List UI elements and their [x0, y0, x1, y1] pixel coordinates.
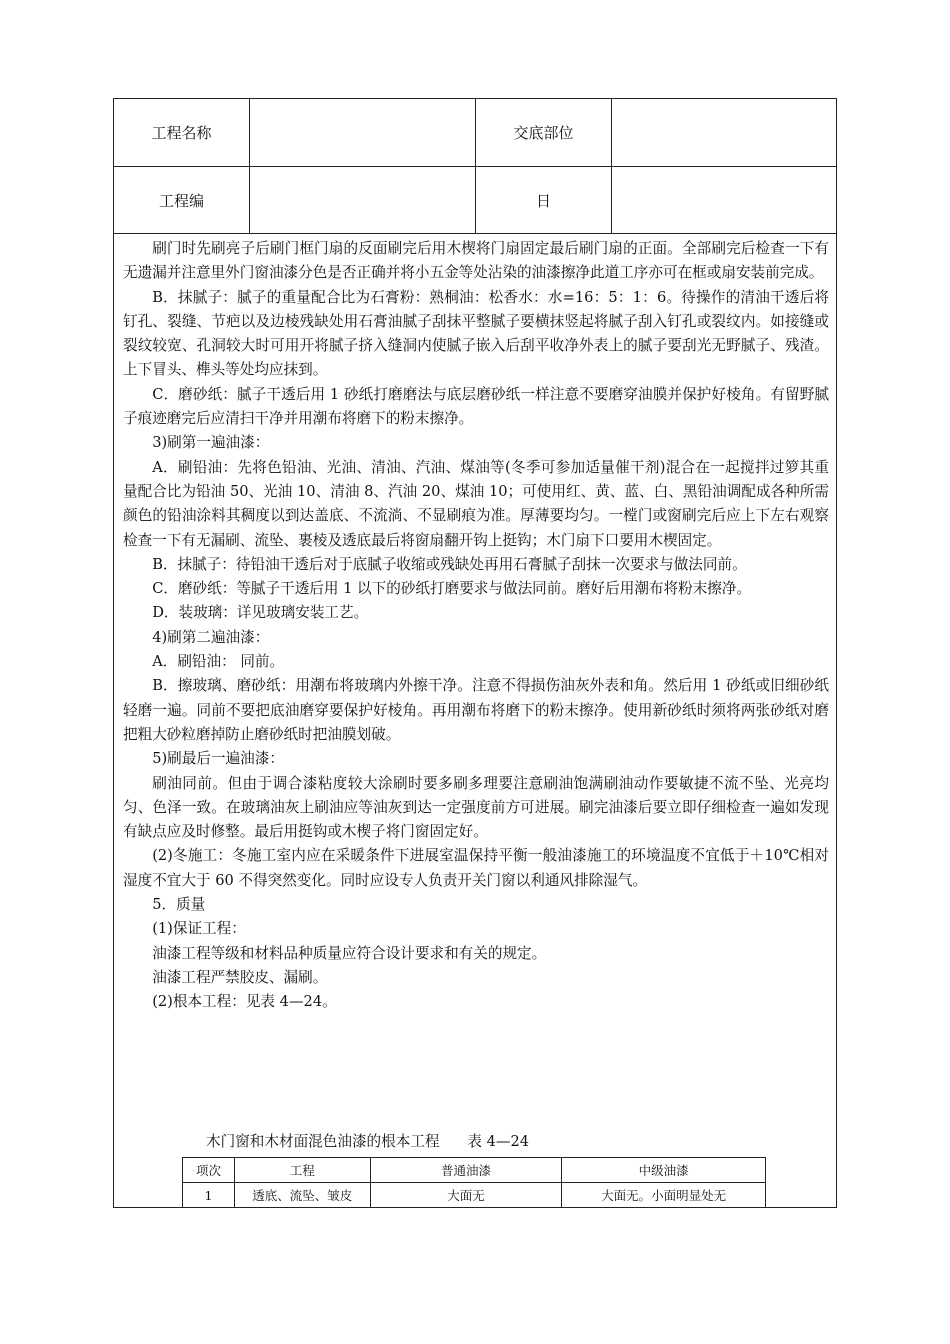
table-header-cell: 工程: [234, 1158, 370, 1183]
paragraph: 刷门时先刷亮子后刷门框门扇的反面刷完后用木楔将门扇固定最后刷门扇的正面。全部刷完后检查一下有无遗漏并注意里外门窗油漆分色是否正确并将小五金等处沾染的油漆擦净此道工序亦可在框或扇安装前完成。: [123, 240, 829, 282]
table-header-cell: 中级油漆: [562, 1158, 766, 1183]
date-label: 日: [476, 167, 612, 233]
paragraph: (2)冬施工：冬施工室内应在采暖条件下进展室温保持平衡一般油漆施工的环境温度不宜低于＋10℃相对湿度不宜大于 60 不得突然变化。同时应设专人负责开关门窗以利通风排除湿气。: [123, 847, 829, 889]
paragraph: A．刷铅油：先将色铅油、光油、清油、汽油、煤油等(冬季可参加适量催干剂)混合在一起搅拌过箩其重量配合比为铅油 50、光油 10、清油 8、汽油 20、煤油 10；可使用红、黄、蓝、白、黑铅油调配成各种所需颜色的铅油涂料其稠度以到达盖底、不流淌、不显刷痕为准。厚薄要均匀。一樘门或窗刷完后应上下左右观察检查一下有无漏刷、流坠、裹棱及透底最后将窗扇翻开钩上挺钩；木门扇下口要用木楔固定。: [123, 458, 829, 549]
table-header-cell: 普通油漆: [370, 1158, 562, 1183]
paragraph: D．装玻璃：详见玻璃安装工艺。: [152, 604, 369, 622]
paragraph: (1)保证工程：: [152, 920, 246, 938]
table-header-row: [183, 1158, 766, 1183]
paragraph: B．抹腻子：待铅油干透后对于底腻子收缩或残缺处再用石膏腻子刮抹一次要求与做法同前。: [152, 555, 747, 573]
table-header-cell: 项次: [183, 1158, 235, 1183]
project-name-label: 工程名称: [114, 99, 250, 166]
table-caption: 木门窗和木材面混色油漆的根本工程 表 4—24: [206, 1133, 530, 1150]
header-row-2: [114, 167, 836, 234]
paragraph: 5．质量: [152, 896, 206, 914]
paragraph: 3)刷第一遍油漆：: [152, 434, 270, 452]
paragraph: 刷油同前。但由于调合漆粘度较大涂刷时要多刷多理要注意刷油饱满刷油动作要敏捷不流不坠、光亮均匀、色泽一致。在玻璃油灰上刷油应等油灰到达一定强度前方可进展。刷完油漆后要立即仔细检查一遍如发现有缺点应及时修整。最后用挺钩或木楔子将门窗固定好。: [123, 774, 829, 841]
paragraph: 油漆工程等级和材料品种质量应符合设计要求和有关的规定。: [152, 944, 547, 962]
paragraph: B．擦玻璃、磨砂纸：用潮布将玻璃内外擦干净。注意不得损伤油灰外表和角。然后用 1 砂纸或旧细砂纸轻磨一遍。同前不要把底油磨穿要保护好棱角。再用潮布将磨下的粉末擦净。使用新砂纸时须将两张砂纸对磨把粗大砂粒磨掉防止磨砂纸时把油膜划破。: [123, 677, 829, 743]
table-cell: 大面无: [370, 1183, 562, 1208]
quality-table: [182, 1157, 766, 1208]
date-value: [612, 167, 836, 233]
paragraph: 5)刷最后一遍油漆：: [152, 750, 284, 768]
body-text: [123, 237, 829, 1015]
table-cell: 1: [183, 1183, 235, 1208]
paragraph: (2)根本工程：见表 4—24。: [152, 993, 337, 1011]
paragraph: B．抹腻子：腻子的重量配合比为石膏粉：熟桐油：松香水：水=16：5：1：6。待操作的清油干透后将钉孔、裂缝、节疤以及边棱残缺处用石膏油腻子刮抹平整腻子要横抹竖起将腻子刮入钉孔或裂纹内。如接缝或裂纹较宽、孔洞较大时可用开将腻子挤入缝洞内使腻子嵌入后刮平收净外表上的腻子要刮光无野腻子、残渣。上下冒头、榫头等处均应抹到。: [123, 288, 829, 379]
paragraph: 4)刷第二遍油漆：: [152, 628, 270, 646]
table-row: [183, 1183, 766, 1208]
paragraph: 油漆工程严禁胶皮、漏刷。: [152, 968, 328, 986]
table-cell: 透底、流坠、皱皮: [234, 1183, 370, 1208]
location-value: [612, 99, 836, 166]
project-name-value: [250, 99, 476, 166]
header-row-1: [114, 99, 836, 167]
paragraph: C．磨砂纸：腻子干透后用 1 砂纸打磨磨法与底层磨砂纸一样注意不要磨穿油膜并保护好棱角。有留野腻子痕迹磨完后应清扫干净并用潮布将磨下的粉末擦净。: [123, 385, 829, 428]
paragraph: C．磨砂纸：等腻子干透后用 1 以下的砂纸打磨要求与做法同前。磨好后用潮布将粉末擦净。: [152, 580, 752, 598]
table-cell: 大面无。小面明显处无: [562, 1183, 766, 1208]
project-no-label: 工程编: [114, 167, 250, 233]
paragraph: A．刷铅油： 同前。: [152, 653, 285, 671]
location-label: 交底部位: [476, 99, 612, 166]
project-no-value: [250, 167, 476, 233]
disclosure-form: [113, 98, 837, 1208]
